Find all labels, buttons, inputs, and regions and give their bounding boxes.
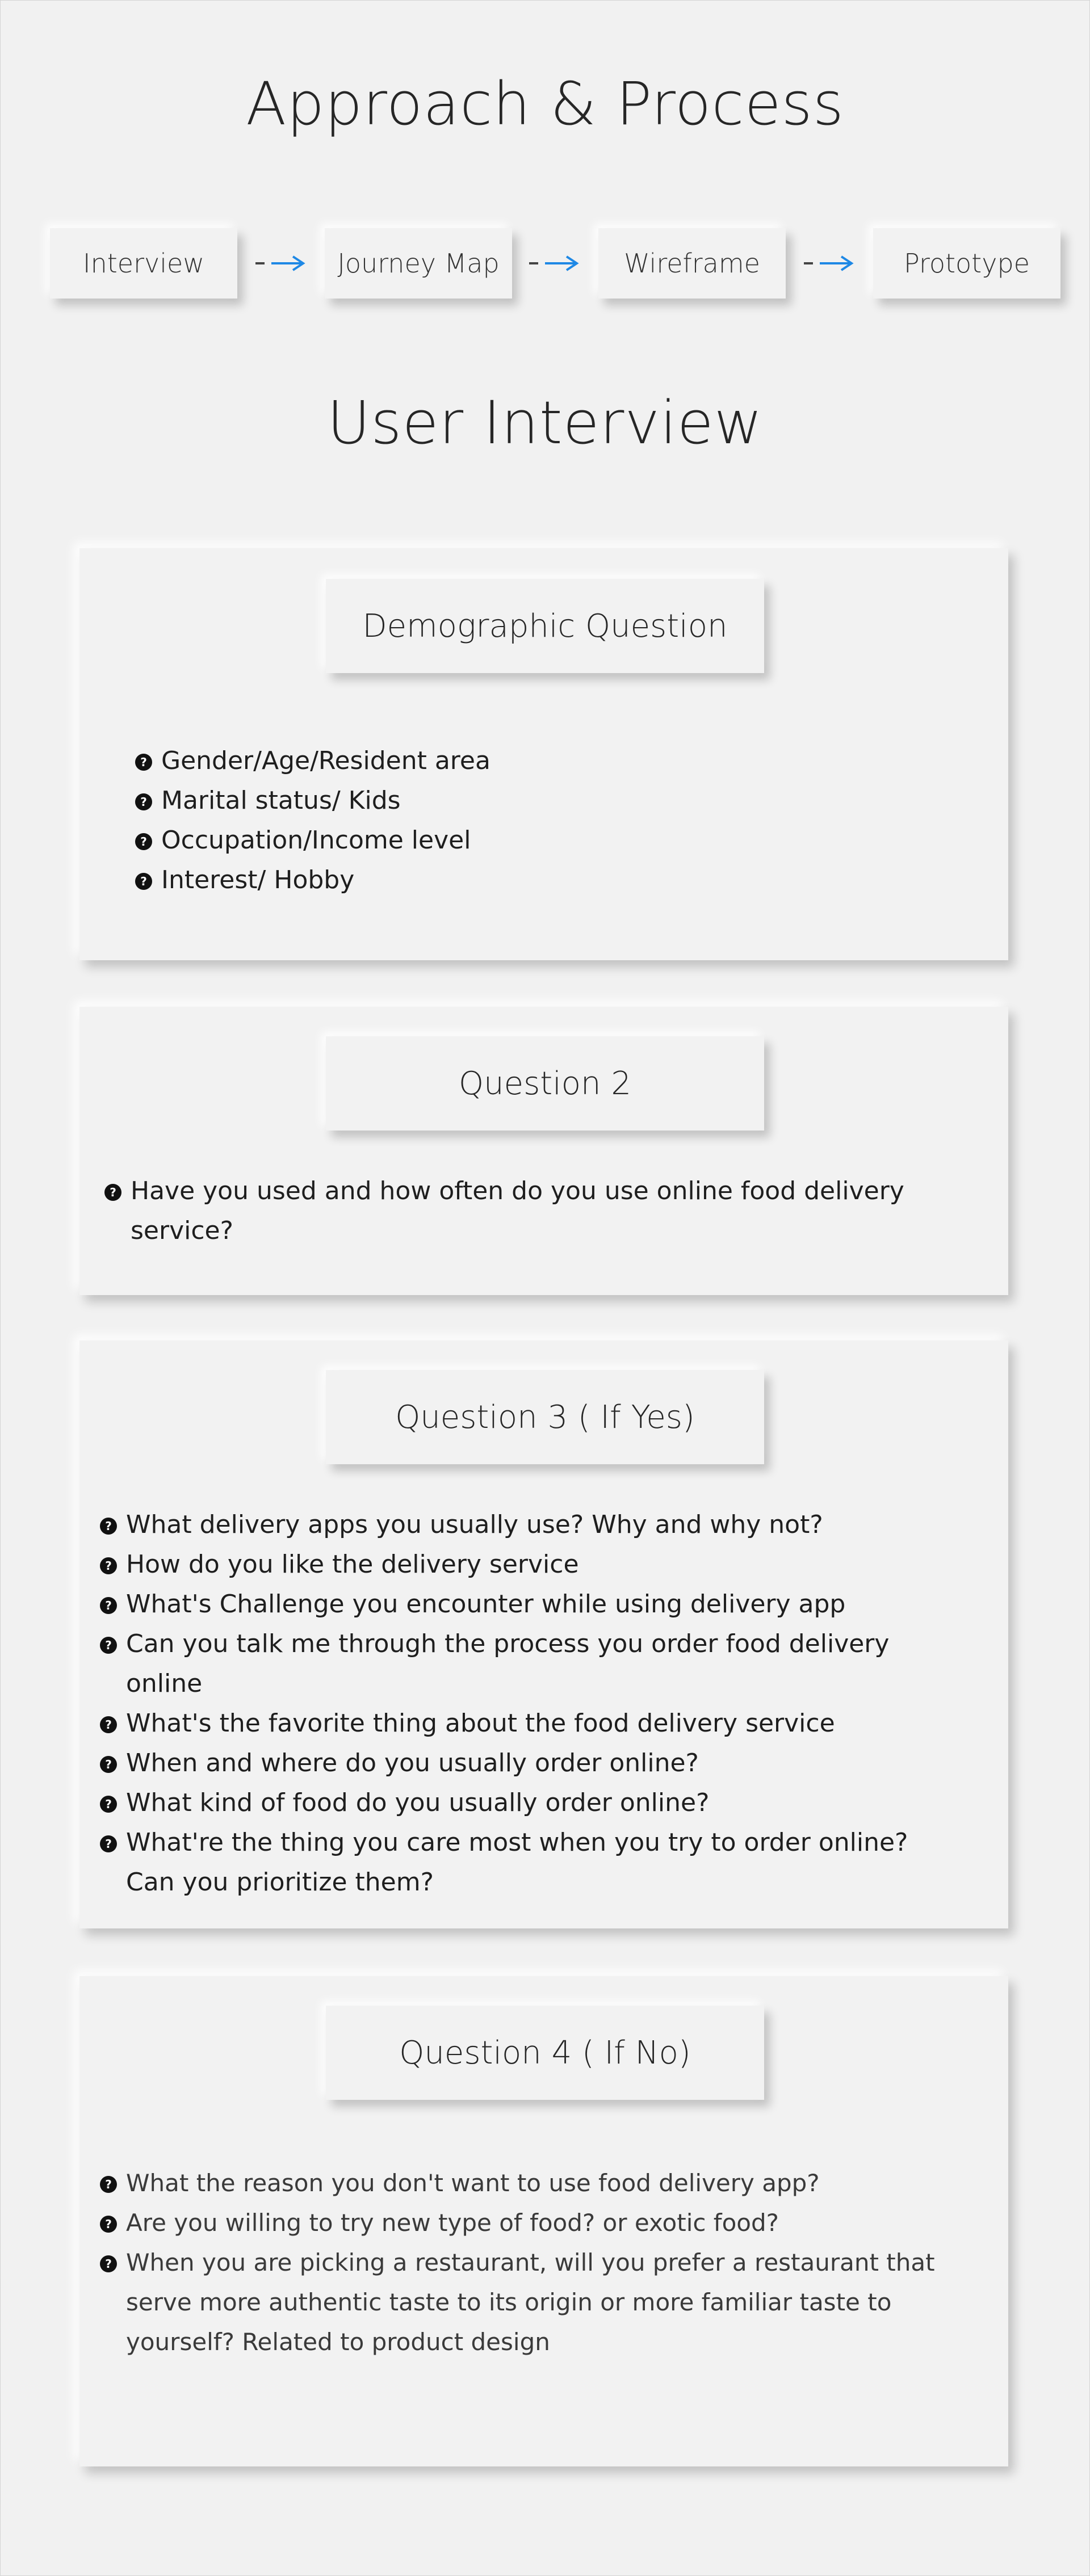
list-item: ? What kind of food do you usually order online? bbox=[100, 1783, 963, 1823]
section-title: User Interview bbox=[327, 388, 763, 457]
question-mark-icon: ? bbox=[135, 754, 152, 771]
question-mark-icon: ? bbox=[100, 1835, 117, 1852]
arrow-icon bbox=[254, 253, 305, 274]
arrow-icon bbox=[803, 253, 854, 274]
card-title: Question 3 ( If Yes) bbox=[326, 1370, 764, 1464]
question-list bbox=[104, 1171, 1008, 1251]
step-interview: Interview bbox=[50, 228, 237, 299]
step-journey-map: Journey Map bbox=[325, 228, 512, 299]
page-title: Approach & Process bbox=[246, 69, 844, 138]
question-mark-icon: ? bbox=[100, 1518, 117, 1535]
question-mark-icon: ? bbox=[135, 833, 152, 850]
list-item: ? What's the favorite thing about the food delivery service bbox=[100, 1704, 963, 1743]
card-demographic bbox=[79, 548, 1008, 960]
question-mark-icon: ? bbox=[100, 1756, 117, 1773]
card-question-2 bbox=[79, 1007, 1008, 1295]
list-item: ? Marital status/ Kids bbox=[135, 781, 491, 821]
list-item: ? Occupation/Income level bbox=[135, 821, 491, 860]
question-mark-icon: ? bbox=[100, 2255, 117, 2272]
question-mark-icon: ? bbox=[100, 1637, 117, 1654]
step-wireframe: Wireframe bbox=[598, 228, 786, 299]
card-title: Demographic Question bbox=[326, 579, 764, 673]
question-mark-icon: ? bbox=[100, 1557, 117, 1574]
list-item: ? When and where do you usually order online? bbox=[100, 1743, 963, 1783]
list-item: ? What the reason you don't want to use food delivery app? bbox=[100, 2163, 951, 2203]
question-list bbox=[135, 741, 491, 900]
question-mark-icon: ? bbox=[100, 1796, 117, 1813]
card-question-3 bbox=[79, 1340, 1008, 1928]
list-item: ? What's Challenge you encounter while using delivery app bbox=[100, 1585, 963, 1624]
question-mark-icon: ? bbox=[135, 873, 152, 890]
list-item: ? What're the thing you care most when you try to order online? Can you prioritize them? bbox=[100, 1823, 963, 1902]
question-list bbox=[100, 1505, 963, 1902]
list-item: ? Can you talk me through the process you order food delivery online bbox=[100, 1624, 963, 1704]
arrow-icon bbox=[528, 253, 579, 274]
question-mark-icon: ? bbox=[104, 1184, 121, 1201]
question-mark-icon: ? bbox=[100, 2216, 117, 2233]
list-item: ? Are you willing to try new type of food? or exotic food? bbox=[100, 2203, 951, 2243]
step-prototype: Prototype bbox=[873, 228, 1060, 299]
question-mark-icon: ? bbox=[100, 1597, 117, 1614]
list-item: ? Have you used and how often do you use online food delivery service? bbox=[104, 1171, 1008, 1251]
question-mark-icon: ? bbox=[135, 793, 152, 810]
question-mark-icon: ? bbox=[100, 2176, 117, 2193]
list-item: ? What delivery apps you usually use? Why and why not? bbox=[100, 1505, 963, 1545]
card-title: Question 4 ( If No) bbox=[326, 2006, 764, 2100]
list-item: ? Gender/Age/Resident area bbox=[135, 741, 491, 781]
list-item: ? Interest/ Hobby bbox=[135, 860, 491, 900]
list-item: ? When you are picking a restaurant, will you prefer a restaurant that serve more authentic taste to its origin or more familiar taste to yourself? Related to product design bbox=[100, 2243, 951, 2362]
question-list bbox=[100, 2163, 951, 2362]
list-item: ? How do you like the delivery service bbox=[100, 1545, 963, 1585]
question-mark-icon: ? bbox=[100, 1716, 117, 1733]
card-title: Question 2 bbox=[326, 1036, 764, 1131]
card-question-4 bbox=[79, 1976, 1008, 2466]
